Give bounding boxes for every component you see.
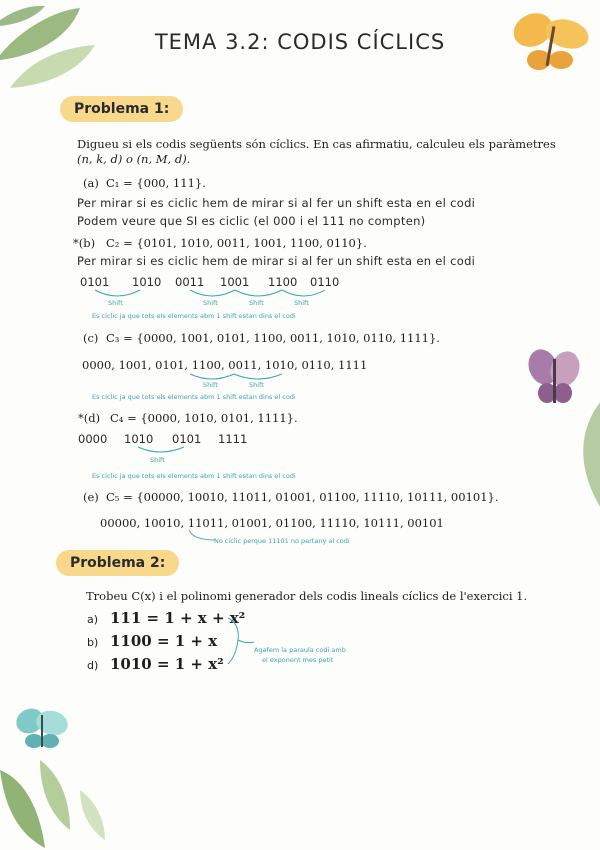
- item-b-word: 1001: [220, 275, 250, 289]
- item-d-marker: *(d): [78, 411, 101, 425]
- shift-label: Shift: [203, 381, 218, 389]
- item-a-code: C₁ = {000, 111}.: [106, 176, 206, 190]
- item-b-word: 0110: [310, 275, 340, 289]
- problem-1-statement-line-1: Digueu si els codis següents són cíclics. En cas afirmatiu, calculeu els paràmetres: [77, 137, 556, 151]
- page-title: TEMA 3.2: CODIS CÍCLICS: [154, 30, 446, 54]
- item-e-marker: (e): [83, 490, 99, 504]
- item-d-word: 1010: [124, 432, 154, 446]
- problem-1-label: Problema 1:: [60, 96, 183, 122]
- item-c-conclusion: Es ciclic ja que tots els elements abm 1 shift estan dins el codi: [92, 393, 296, 401]
- problem-2-item-marker: b): [87, 636, 99, 649]
- item-b-marker: *(b): [73, 236, 96, 250]
- item-b-word: 0101: [80, 275, 110, 289]
- item-b-note: Per mirar si es ciclic hem de mirar si al fer un shift esta en el codi: [77, 254, 476, 268]
- item-e-sequence: 00000, 10010, 11011, 01001, 01100, 11110, 10111, 00101: [100, 516, 444, 530]
- shift-arcs-c: [0, 370, 600, 390]
- problem-2-item-expr: 111 = 1 + x + x²: [110, 609, 246, 627]
- item-e-code: C₅ = {00000, 10010, 11011, 01001, 01100, 11110, 10111, 00101}.: [106, 490, 499, 504]
- problem-2-statement: Trobeu C(x) i el polinomi generador dels codis lineals cíclics de l'exercici 1.: [86, 589, 528, 603]
- shift-label: Shift: [150, 456, 165, 464]
- item-d-word: 1111: [218, 432, 248, 446]
- problem-2-item-marker: a): [87, 613, 99, 626]
- shift-label: Shift: [108, 299, 123, 307]
- problem-2-item-marker: d): [87, 659, 99, 672]
- item-b-word: 1100: [268, 275, 298, 289]
- item-d-word: 0000: [78, 432, 108, 446]
- item-d-conclusion: Es ciclic ja que tots els elements abm 1 shift estan dins el codi: [92, 472, 296, 480]
- shift-label: Shift: [294, 299, 309, 307]
- shift-arcs-d: [0, 443, 600, 463]
- item-c-code: C₃ = {0000, 1001, 0101, 1100, 0011, 1010, 0110, 1111}.: [106, 331, 440, 345]
- item-d-code: C₄ = {0000, 1010, 0101, 1111}.: [110, 411, 298, 425]
- problem-2-item-expr: 1100 = 1 + x: [110, 632, 218, 650]
- shift-label: Shift: [203, 299, 218, 307]
- problem-2-item-expr: 1010 = 1 + x²: [110, 655, 224, 673]
- item-a-note-2: Podem veure que SI es ciclic (el 000 i el 111 no compten): [77, 214, 426, 228]
- problem-2-note-1: Agafem la paraula codi amb: [254, 646, 346, 654]
- leaf-decoration-right: [572, 400, 600, 530]
- item-b-word: 1010: [132, 275, 162, 289]
- item-c-marker: (c): [83, 331, 99, 345]
- item-a-marker: (a): [83, 176, 99, 190]
- item-b-word: 0011: [175, 275, 205, 289]
- shift-label: Shift: [249, 299, 264, 307]
- item-b-code: C₂ = {0101, 1010, 0011, 1001, 1100, 0110}.: [106, 236, 367, 250]
- problem-1-statement-line-2: (n, k, d) o (n, M, d).: [77, 152, 191, 166]
- item-a-note-1: Per mirar si es ciclic hem de mirar si al fer un shift esta en el codi: [77, 196, 476, 210]
- problem-2-note-2: el exponent mes petit: [262, 656, 334, 664]
- leaf-decoration-bottom-left: [0, 740, 120, 850]
- item-e-conclusion: No ciclic perque 11101 no pertany al codi: [214, 537, 350, 545]
- item-d-word: 0101: [172, 432, 202, 446]
- shift-label: Shift: [249, 381, 264, 389]
- item-c-sequence: 0000, 1001, 0101, 1100, 0011, 1010, 0110, 1111: [82, 358, 368, 372]
- item-b-conclusion: Es ciclic ja que tots els elements abm 1 shift estan dins el codi: [92, 312, 296, 320]
- problem-2-label: Problema 2:: [56, 550, 179, 576]
